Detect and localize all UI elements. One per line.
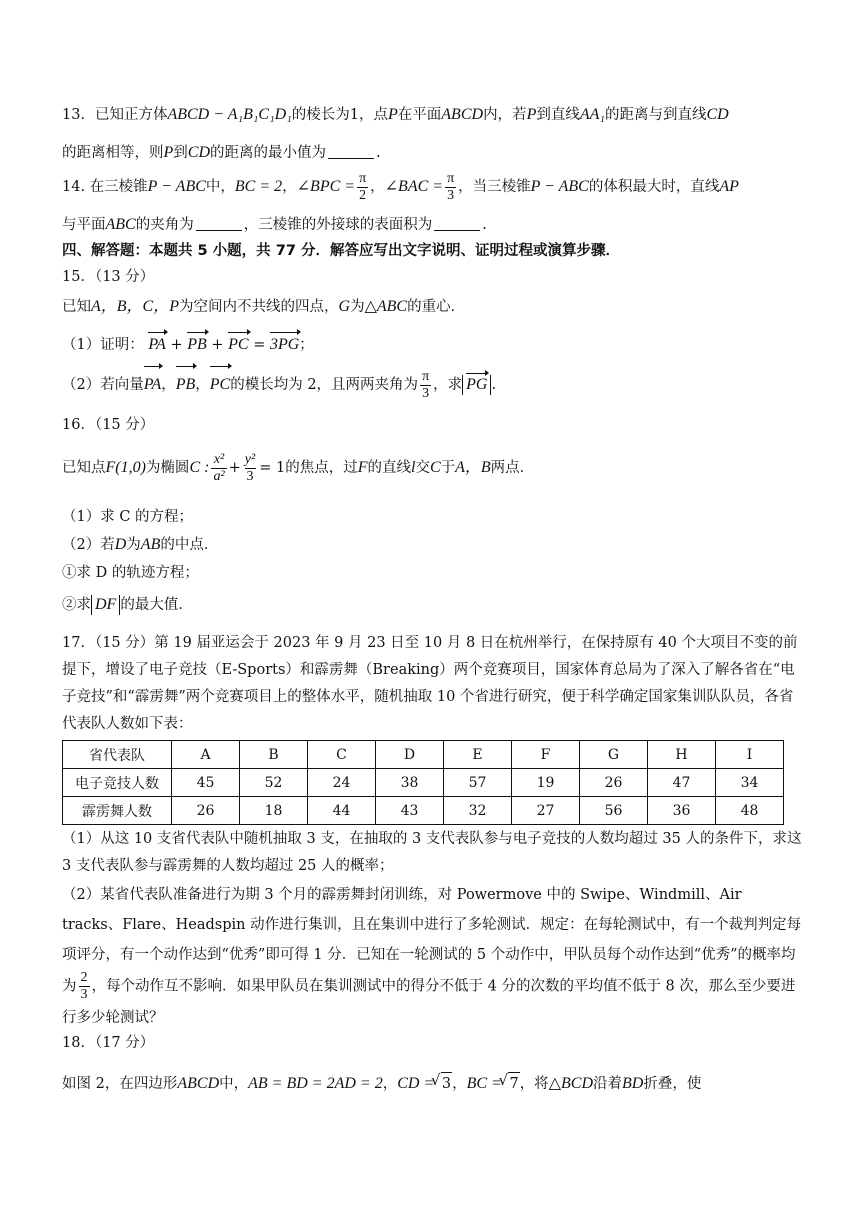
table-cell: 47 xyxy=(648,769,716,797)
table-cell: 26 xyxy=(580,769,648,797)
table-cell: 省代表队 xyxy=(63,741,172,769)
q14-answer-blank-2 xyxy=(434,216,480,231)
q17-intro: 17．（15 分）第 19 届亚运会于 2023 年 9 月 23 日至 10 月 8 日在杭州举行，在保持原有 40 个大项目不变的前提下，增设了电子竞技（E-Sports）和霹雳舞（Breaking）两个竞赛项目，国家体育总局为了深入了解各省在“电子竞技”和“霹雳舞”两个竞赛项目上的整体水平，随机抽取 10 个省进行研究，便于科学确定国家集训队队员，各省代表队人数如下表： xyxy=(62,635,798,732)
table-cell: 36 xyxy=(648,797,716,825)
table-cell: 26 xyxy=(172,797,240,825)
table-cell: 32 xyxy=(444,797,512,825)
fraction-pi-over-2: $\frac{\pi}{2}$ xyxy=(359,170,367,203)
table-cell: F xyxy=(512,741,580,769)
fraction-2-over-3: $\frac{2}{3}$ xyxy=(80,970,88,1002)
abs-value: DF xyxy=(91,595,120,615)
q15-stem: 已知A，B，C，P为空间内不共线的四点，G为△ABC的重心． xyxy=(62,298,466,315)
q14-answer-blank-1 xyxy=(196,216,242,231)
table-cell: 43 xyxy=(376,797,444,825)
q15-part2: （2）若向量PA，PB，PC的模长均为 2，且两两夹角为 $\frac{\pi}{3}$ ，求 PG . xyxy=(62,368,497,401)
table-cell: 44 xyxy=(308,797,376,825)
table-header-row xyxy=(63,741,784,769)
q15-label: 15．（13 分） xyxy=(62,269,155,285)
sqrt-3: √ 3 xyxy=(441,1072,452,1095)
table-cell: A xyxy=(172,741,240,769)
table-row xyxy=(63,769,784,797)
table-cell: E xyxy=(444,741,512,769)
q14-line2: 与平面ABC的夹角为 ，三棱锥的外接球的表面积为 . xyxy=(62,216,487,233)
table-cell: 52 xyxy=(240,769,308,797)
q18-label: 18．（17 分） xyxy=(62,1035,155,1051)
table-cell: 57 xyxy=(444,769,512,797)
q13-line2: 的距离相等，则P到CD的距离的最小值为 . xyxy=(62,144,381,161)
table-cell: 18 xyxy=(240,797,308,825)
q16-item1: ①求 D 的轨迹方程； xyxy=(62,565,199,581)
sqrt-7: √ 7 xyxy=(508,1072,519,1095)
fraction-y2-3: $\frac{\text{y²}}{3}$ xyxy=(244,451,256,484)
q16-label: 16．（15 分） xyxy=(62,417,155,433)
fraction-x2-a2: $\frac{\text{x²}}{\text{a²}}$ xyxy=(213,451,225,484)
table-cell: 19 xyxy=(512,769,580,797)
q13-answer-blank xyxy=(328,144,374,159)
q15-part1: （1）证明： PA + PB + PC = 3PG； xyxy=(62,334,802,356)
q13-line1: 13．已知正方体ABCD − A₁B₁C₁D₁的棱长为1，点P在平面ABCD内，若P到直线AA₁的距离与到直线CD xyxy=(62,106,729,123)
table-cell: 电子竞技人数 xyxy=(63,769,172,797)
q17-part2: （2）某省代表队准备进行为期 3 个月的霹雳舞封闭训练，对 Powermove 中的 Swipe、Windmill、Air tracks、Flare、Headspin 动作进行集训，且在集训中进行了多轮测试．规定：在每轮测试中，有一个裁判判定每项评分，有一个动作达到“优秀”即可得 1 分．已知在一轮测试的 5 个动作中，甲队员每个动作达到“优秀”的概率均为 $\frac{2}{3}$ ，每个动作互不影响．如果甲队员在集训测试中的得分不低于 4 分的次数的平均值不低于 8 次，那么至少要进行多少轮测试？ xyxy=(62,887,802,1026)
q18-stem: 如图 2，在四边形ABCD中，AB = BD = 2AD = 2，CD = √ 3，BC = √ 7，将△BCD沿着BD折叠，使 xyxy=(62,1072,802,1095)
table-cell: 48 xyxy=(716,797,784,825)
table-cell: 27 xyxy=(512,797,580,825)
q16-stem: 已知点F(1,0)为椭圆C : $\frac{\text{x²}}{\text{a²}}$ + $\frac{\text{y²}}{3}$ = 1的焦点，过F的直线l交C于A，B两点． xyxy=(62,451,535,484)
table-cell: H xyxy=(648,741,716,769)
table-cell: 38 xyxy=(376,769,444,797)
delegation-table xyxy=(62,740,784,825)
table-row xyxy=(63,797,784,825)
q14-line1: 14. 在三棱锥P − ABC中，BC = 2，∠BPC = $\frac{\pi}{2}$ ，∠BAC = $\frac{\pi}{3}$ ，当三棱锥P − ABC的体积最大时，直线AP xyxy=(62,170,739,203)
q16-item2: ②求 DF 的最大值． xyxy=(62,596,193,613)
table-cell: 霹雳舞人数 xyxy=(63,797,172,825)
table-cell: B xyxy=(240,741,308,769)
abs-value: PG xyxy=(462,375,491,395)
table-cell: C xyxy=(308,741,376,769)
table-cell: 56 xyxy=(580,797,648,825)
table-cell: D xyxy=(376,741,444,769)
fraction-pi-over-3: $\frac{\pi}{3}$ xyxy=(447,170,455,203)
table-cell: I xyxy=(716,741,784,769)
section-heading: 四、解答题：本题共 5 小题，共 77 分．解答应写出文字说明、证明过程或演算步骤． xyxy=(62,243,620,259)
fraction-pi-over-3: $\frac{\pi}{3}$ xyxy=(422,368,430,401)
q16-part1: （1）求 C 的方程； xyxy=(62,509,194,525)
q17-part1: （1）从这 10 支省代表队中随机抽取 3 支，在抽取的 3 支代表队参与电子竞技的人数均超过 35 人的条件下，求这 3 支代表队参与霹雳舞的人数均超过 25 人的概率； xyxy=(62,831,802,874)
table-cell: 24 xyxy=(308,769,376,797)
table-cell: G xyxy=(580,741,648,769)
q16-part2: （2）若D为AB的中点． xyxy=(62,536,219,553)
table-cell: 34 xyxy=(716,769,784,797)
table-cell: 45 xyxy=(172,769,240,797)
